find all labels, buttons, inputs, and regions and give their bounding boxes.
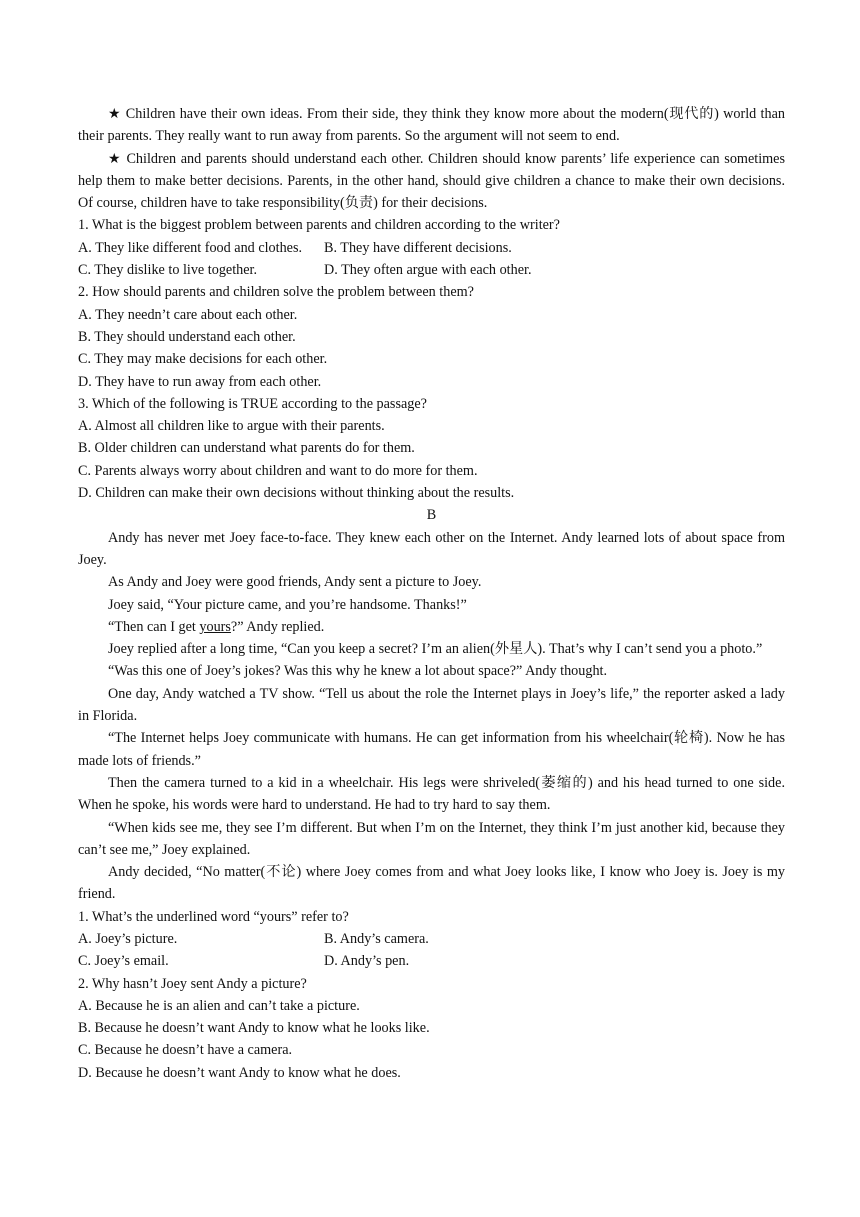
passage-b-paragraph: [78, 616, 785, 638]
passage-b-paragraph: Andy decided, “No matter(不论) where Joey comes from and what Joey looks like, I know who Joey is. Joey is my friend.: [78, 864, 785, 903]
section-b-heading: B: [426, 507, 437, 524]
option-b: B. Older children can understand what parents do for them.: [78, 440, 415, 457]
passage-a-point-2: ★ Children and parents should understand each other. Children should know parents’ life experience can sometimes help them to make better decisions. Parents, in the other hand, should give children a chance to make their own decisions. Of course, children have to take responsibility(负责) for their decisions.: [78, 150, 785, 212]
option-c: C. Joey’s email.: [78, 953, 169, 970]
option-c: C. They dislike to live together.: [78, 262, 258, 279]
option-d: D. Children can make their own decisions without thinking about the results.: [78, 485, 515, 502]
option-b: B. They have different decisions.: [324, 239, 512, 256]
option-d: D. Andy’s pen.: [324, 953, 410, 970]
option-row: [78, 950, 785, 972]
option-b: B. They should understand each other.: [78, 328, 296, 345]
option-row: [78, 259, 785, 281]
passage-b-paragraph: Joey replied after a long time, “Can you keep a secret? I’m an alien(外星人). That’s why I can’t send you a photo.”: [108, 641, 763, 658]
question-stem: 3. Which of the following is TRUE according to the passage?: [78, 395, 427, 412]
text-before-underline: “Then can I get: [108, 618, 200, 635]
passage-b-paragraph: “When kids see me, they see I’m different. But when I’m on the Internet, they think I’m just another kid, because they can’t see me,” Joey explained.: [78, 819, 785, 858]
option-c: C. Because he doesn’t have a camera.: [78, 1042, 293, 1059]
question-b1: [78, 906, 785, 973]
passage-b-paragraph: Then the camera turned to a kid in a wheelchair. His legs were shriveled(萎缩的) and his head turned to one side. When he spoke, his words were hard to understand. He had to try hard to say them.: [78, 774, 785, 814]
passage-b-paragraph: “Was this one of Joey’s jokes? Was this why he knew a lot about space?” Andy thought.: [108, 663, 608, 680]
question-stem: 1. What’s the underlined word “yours” refer to?: [78, 908, 349, 925]
option-a: A. Almost all children like to argue with their parents.: [78, 418, 385, 435]
passage-b-paragraph: Joey said, “Your picture came, and you’re handsome. Thanks!”: [108, 596, 467, 613]
question-stem: 2. Why hasn’t Joey sent Andy a picture?: [78, 975, 307, 992]
option-d: D. They often argue with each other.: [324, 262, 532, 279]
option-d: D. Because he doesn’t want Andy to know what he does.: [78, 1064, 401, 1081]
option-b: B. Andy’s camera.: [324, 930, 429, 947]
question-a2: [78, 281, 785, 392]
question-a1: [78, 214, 785, 281]
option-c: C. They may make decisions for each other.: [78, 351, 328, 368]
passage-b-paragraph: Andy has never met Joey face-to-face. They knew each other on the Internet. Andy learned lots of about space from Joey.: [78, 529, 785, 568]
option-a: A. They needn’t care about each other.: [78, 306, 298, 323]
text-after-underline: ?” Andy replied.: [230, 618, 325, 635]
passage-b-paragraph: As Andy and Joey were good friends, Andy sent a picture to Joey.: [108, 574, 482, 591]
option-b: B. Because he doesn’t want Andy to know what he looks like.: [78, 1020, 430, 1037]
option-row: [78, 928, 785, 950]
passage-a-point-1: ★ Children have their own ideas. From their side, they think they know more about the modern(现代的) world than their parents. They really want to run away from parents. So the argument will not seem to end.: [78, 106, 785, 145]
worksheet-page: [78, 103, 785, 1084]
option-a: A. They like different food and clothes.: [78, 239, 303, 256]
underlined-word: yours: [199, 618, 231, 635]
passage-b-paragraph: One day, Andy watched a TV show. “Tell us about the role the Internet plays in Joey’s life,” the reporter asked a lady in Florida.: [78, 685, 785, 725]
option-a: A. Because he is an alien and can’t take a picture.: [78, 997, 360, 1014]
option-row: [78, 237, 785, 259]
option-c: C. Parents always worry about children and want to do more for them.: [78, 462, 478, 479]
passage-b-paragraph: “The Internet helps Joey communicate with humans. He can get information from his wheelchair(轮椅). Now he has made lots of friends.”: [78, 730, 785, 769]
question-stem: 2. How should parents and children solve the problem between them?: [78, 284, 474, 301]
option-d: D. They have to run away from each other.: [78, 373, 322, 390]
question-a3: [78, 393, 785, 504]
option-a: A. Joey’s picture.: [78, 930, 178, 947]
question-b2: [78, 973, 785, 1084]
question-stem: 1. What is the biggest problem between parents and children according to the writer?: [78, 217, 560, 234]
